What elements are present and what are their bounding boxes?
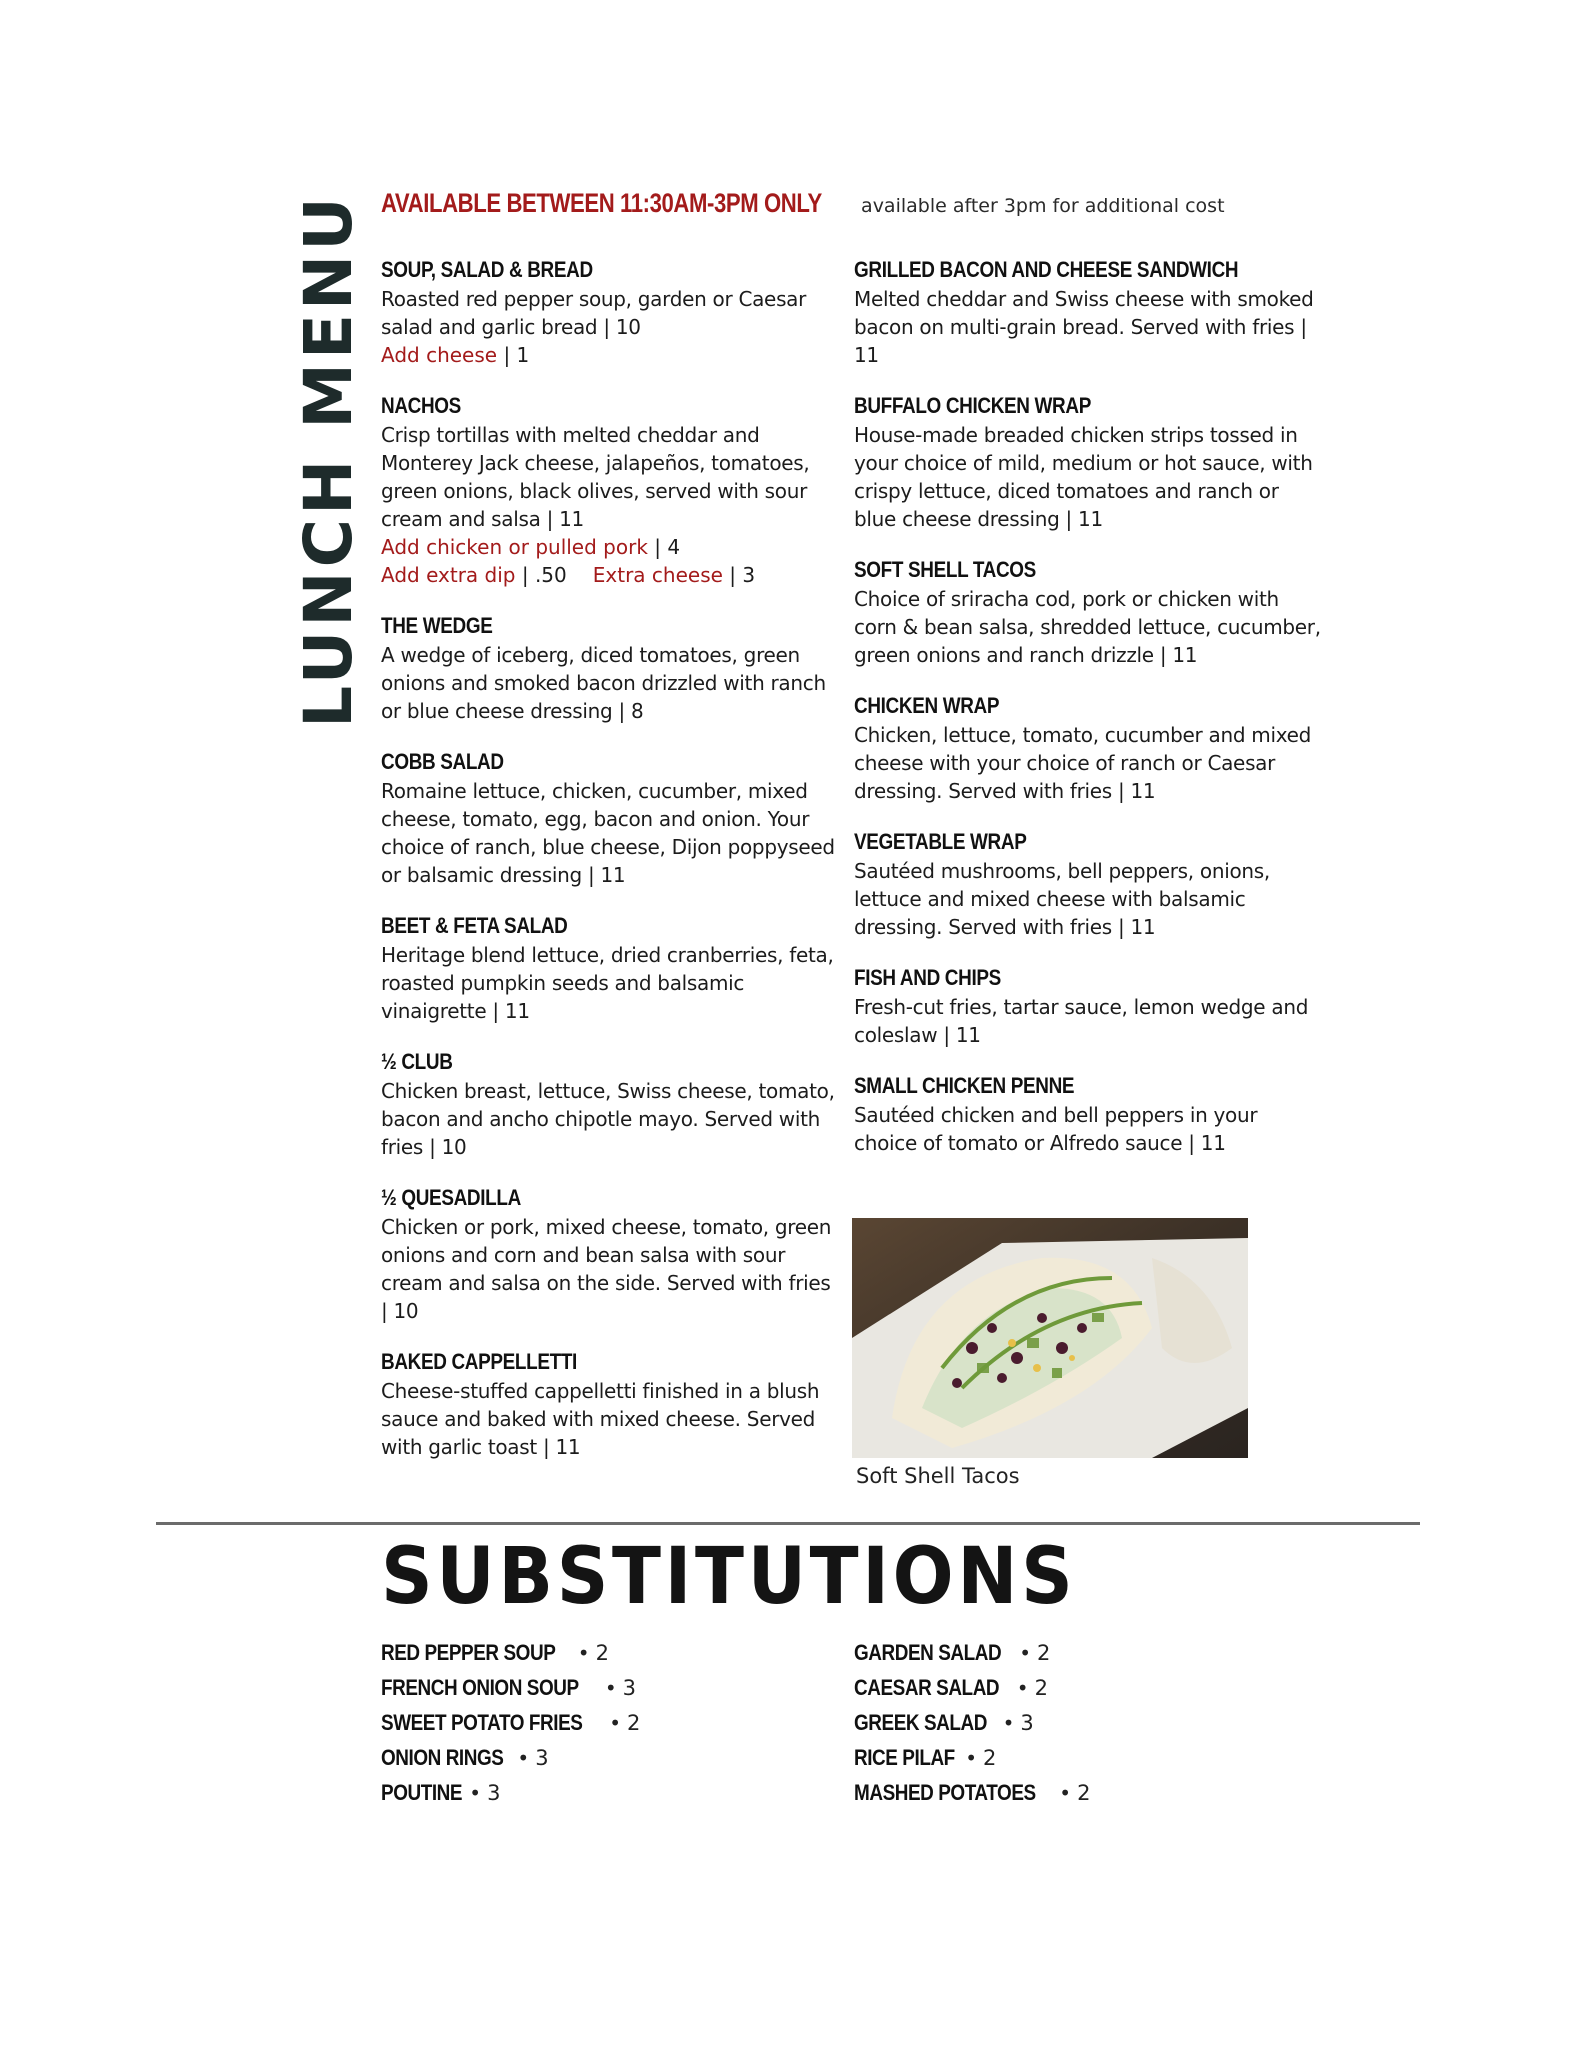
substitution-price: 3 — [1020, 1711, 1034, 1735]
menu-item-addon — [381, 341, 841, 369]
tacos-photo — [852, 1218, 1248, 1458]
menu-item-description: Chicken breast, lettuce, Swiss cheese, tomato, bacon and ancho chipotle mayo. Served with fries | 10 — [381, 1079, 835, 1159]
menu-item — [381, 255, 841, 369]
menu-item-description: Romaine lettuce, chicken, cucumber, mixed cheese, tomato, egg, bacon and onion. Your choice of ranch, blue cheese, Dijon poppyseed or balsamic dressing | 11 — [381, 779, 835, 887]
menu-item-name: NACHOS — [381, 393, 461, 418]
menu-item-name: BAKED CAPPELLETTI — [381, 1349, 577, 1374]
menu-item-description: Chicken, lettuce, tomato, cucumber and mixed cheese with your choice of ranch or Caesar dressing. Served with fries | 11 — [854, 723, 1312, 803]
menu-item-addon — [381, 533, 841, 561]
substitution-bullet: • — [517, 1746, 530, 1770]
substitution-item — [381, 1745, 640, 1780]
menu-item-description: House-made breaded chicken strips tossed in your choice of mild, medium or hot sauce, with crispy lettuce, diced tomatoes and ranch or blue cheese dressing | 11 — [854, 423, 1313, 531]
substitution-item — [381, 1780, 640, 1815]
addon-label: Add chicken or pulled pork — [381, 535, 648, 559]
substitution-name: POUTINE — [381, 1780, 463, 1805]
menu-item — [854, 255, 1324, 369]
menu-item — [381, 911, 841, 1025]
substitution-bullet: • — [1016, 1676, 1029, 1700]
substitution-name: CAESAR SALAD — [854, 1675, 1000, 1700]
availability-note: available after 3pm for additional cost — [861, 195, 1225, 217]
substitution-item — [381, 1710, 640, 1745]
substitution-bullet: • — [965, 1746, 978, 1770]
photo-caption: Soft Shell Tacos — [856, 1464, 1020, 1488]
menu-item — [854, 391, 1324, 533]
substitution-name: MASHED POTATOES — [854, 1780, 1036, 1805]
menu-item-name: SMALL CHICKEN PENNE — [854, 1073, 1075, 1098]
substitution-name: GREEK SALAD — [854, 1710, 987, 1735]
menu-item — [854, 827, 1324, 941]
addon-price: | 3 — [722, 563, 756, 587]
menu-item — [381, 1183, 841, 1325]
substitution-price: 2 — [1077, 1781, 1091, 1805]
substitutions-column-right — [854, 1640, 1090, 1815]
section-divider — [156, 1522, 1420, 1525]
substitution-name: SWEET POTATO FRIES — [381, 1710, 583, 1735]
menu-item-name: BUFFALO CHICKEN WRAP — [854, 393, 1091, 418]
substitution-item — [854, 1640, 1090, 1675]
menu-item — [854, 691, 1324, 805]
substitution-price: 3 — [487, 1781, 501, 1805]
menu-item-description: Chicken or pork, mixed cheese, tomato, green onions and corn and bean salsa with sour cream and salsa on the side. Served with fries | 10 — [381, 1215, 832, 1323]
addon-price: | 1 — [497, 343, 530, 367]
substitution-item — [854, 1675, 1090, 1710]
substitutions-column-left — [381, 1640, 640, 1815]
menu-item-description: Crisp tortillas with melted cheddar and Monterey Jack cheese, jalapeños, tomatoes, green onions, black olives, served with sour cream and salsa | 11 — [381, 423, 810, 531]
menu-item-description: Fresh-cut fries, tartar sauce, lemon wedge and coleslaw | 11 — [854, 995, 1309, 1047]
menu-item — [854, 963, 1324, 1049]
substitution-item — [854, 1710, 1090, 1745]
menu-item — [381, 1347, 841, 1461]
substitution-name: GARDEN SALAD — [854, 1640, 1002, 1665]
lunch-menu-title — [289, 192, 367, 728]
substitution-bullet: • — [469, 1781, 482, 1805]
menu-item-description: Roasted red pepper soup, garden or Caesar salad and garlic bread | 10 — [381, 287, 807, 339]
substitution-bullet: • — [577, 1641, 590, 1665]
addon-label: Extra cheese — [592, 563, 723, 587]
substitution-item — [854, 1780, 1090, 1815]
menu-item-name: VEGETABLE WRAP — [854, 829, 1027, 854]
substitution-name: RED PEPPER SOUP — [381, 1640, 556, 1665]
substitution-bullet: • — [1002, 1711, 1015, 1735]
substitution-bullet: • — [604, 1676, 617, 1700]
substitution-price: 2 — [1037, 1641, 1051, 1665]
availability-line — [381, 188, 1225, 219]
substitution-name: ONION RINGS — [381, 1745, 504, 1770]
menu-item-name: ½ QUESADILLA — [381, 1185, 521, 1210]
addon-price: | .50 — [515, 563, 567, 587]
substitution-price: 2 — [627, 1711, 641, 1735]
menu-item-description: Sautéed chicken and bell peppers in your choice of tomato or Alfredo sauce | 11 — [854, 1103, 1258, 1155]
menu-item-description: Melted cheddar and Swiss cheese with smoked bacon on multi-grain bread. Served with fries | 11 — [854, 287, 1314, 367]
menu-item-description: Choice of sriracha cod, pork or chicken with corn & bean salsa, shredded lettuce, cucumber, green onions and ranch drizzle | 11 — [854, 587, 1321, 667]
substitution-item — [381, 1640, 640, 1675]
menu-item-description: A wedge of iceberg, diced tomatoes, green onions and smoked bacon drizzled with ranch or blue cheese dressing | 8 — [381, 643, 826, 723]
menu-item — [381, 1047, 841, 1161]
menu-item — [381, 747, 841, 889]
menu-item-name: GRILLED BACON AND CHEESE SANDWICH — [854, 257, 1239, 282]
menu-item — [854, 1071, 1324, 1157]
menu-item — [381, 391, 841, 589]
menu-item-description: Sautéed mushrooms, bell peppers, onions, lettuce and mixed cheese with balsamic dressing. Served with fries | 11 — [854, 859, 1270, 939]
substitution-item — [854, 1745, 1090, 1780]
menu-item-name: SOFT SHELL TACOS — [854, 557, 1036, 582]
substitution-price: 2 — [983, 1746, 997, 1770]
substitution-name: RICE PILAF — [854, 1745, 955, 1770]
addon-label: Add extra dip — [381, 563, 516, 587]
substitution-name: FRENCH ONION SOUP — [381, 1675, 579, 1700]
availability-hours: AVAILABLE BETWEEN 11:30AM-3PM ONLY — [381, 188, 822, 218]
substitution-bullet: • — [609, 1711, 622, 1735]
menu-item-addon — [381, 561, 841, 589]
addon-price: | 4 — [647, 535, 681, 559]
menu-item-name: ½ CLUB — [381, 1049, 453, 1074]
menu-item-name: BEET & FETA SALAD — [381, 913, 568, 938]
menu-item-name: CHICKEN WRAP — [854, 693, 1000, 718]
menu-item-name: SOUP, SALAD & BREAD — [381, 257, 593, 282]
menu-column-left — [381, 255, 841, 1483]
substitution-item — [381, 1675, 640, 1710]
substitution-price: 2 — [595, 1641, 609, 1665]
menu-item — [854, 555, 1324, 669]
substitution-price: 3 — [535, 1746, 549, 1770]
menu-item-name: THE WEDGE — [381, 613, 493, 638]
menu-item-name: FISH AND CHIPS — [854, 965, 1001, 990]
tacos-photo-image — [852, 1218, 1248, 1458]
menu-item-description: Cheese-stuffed cappelletti finished in a blush sauce and baked with mixed cheese. Served with garlic toast | 11 — [381, 1379, 820, 1459]
menu-column-right — [854, 255, 1324, 1179]
substitution-bullet: • — [1019, 1641, 1032, 1665]
addon-label: Add cheese — [381, 343, 498, 367]
lunch-menu-title-text: LUNCH MENU — [289, 192, 367, 728]
menu-item-description: Heritage blend lettuce, dried cranberries, feta, roasted pumpkin seeds and balsamic vinaigrette | 11 — [381, 943, 834, 1023]
substitution-price: 3 — [622, 1676, 637, 1700]
substitution-bullet: • — [1059, 1781, 1072, 1805]
menu-item-name: COBB SALAD — [381, 749, 504, 774]
menu-item — [381, 611, 841, 725]
substitutions-title: SUBSTITUTIONS — [381, 1532, 1077, 1622]
substitution-price: 2 — [1034, 1676, 1048, 1700]
